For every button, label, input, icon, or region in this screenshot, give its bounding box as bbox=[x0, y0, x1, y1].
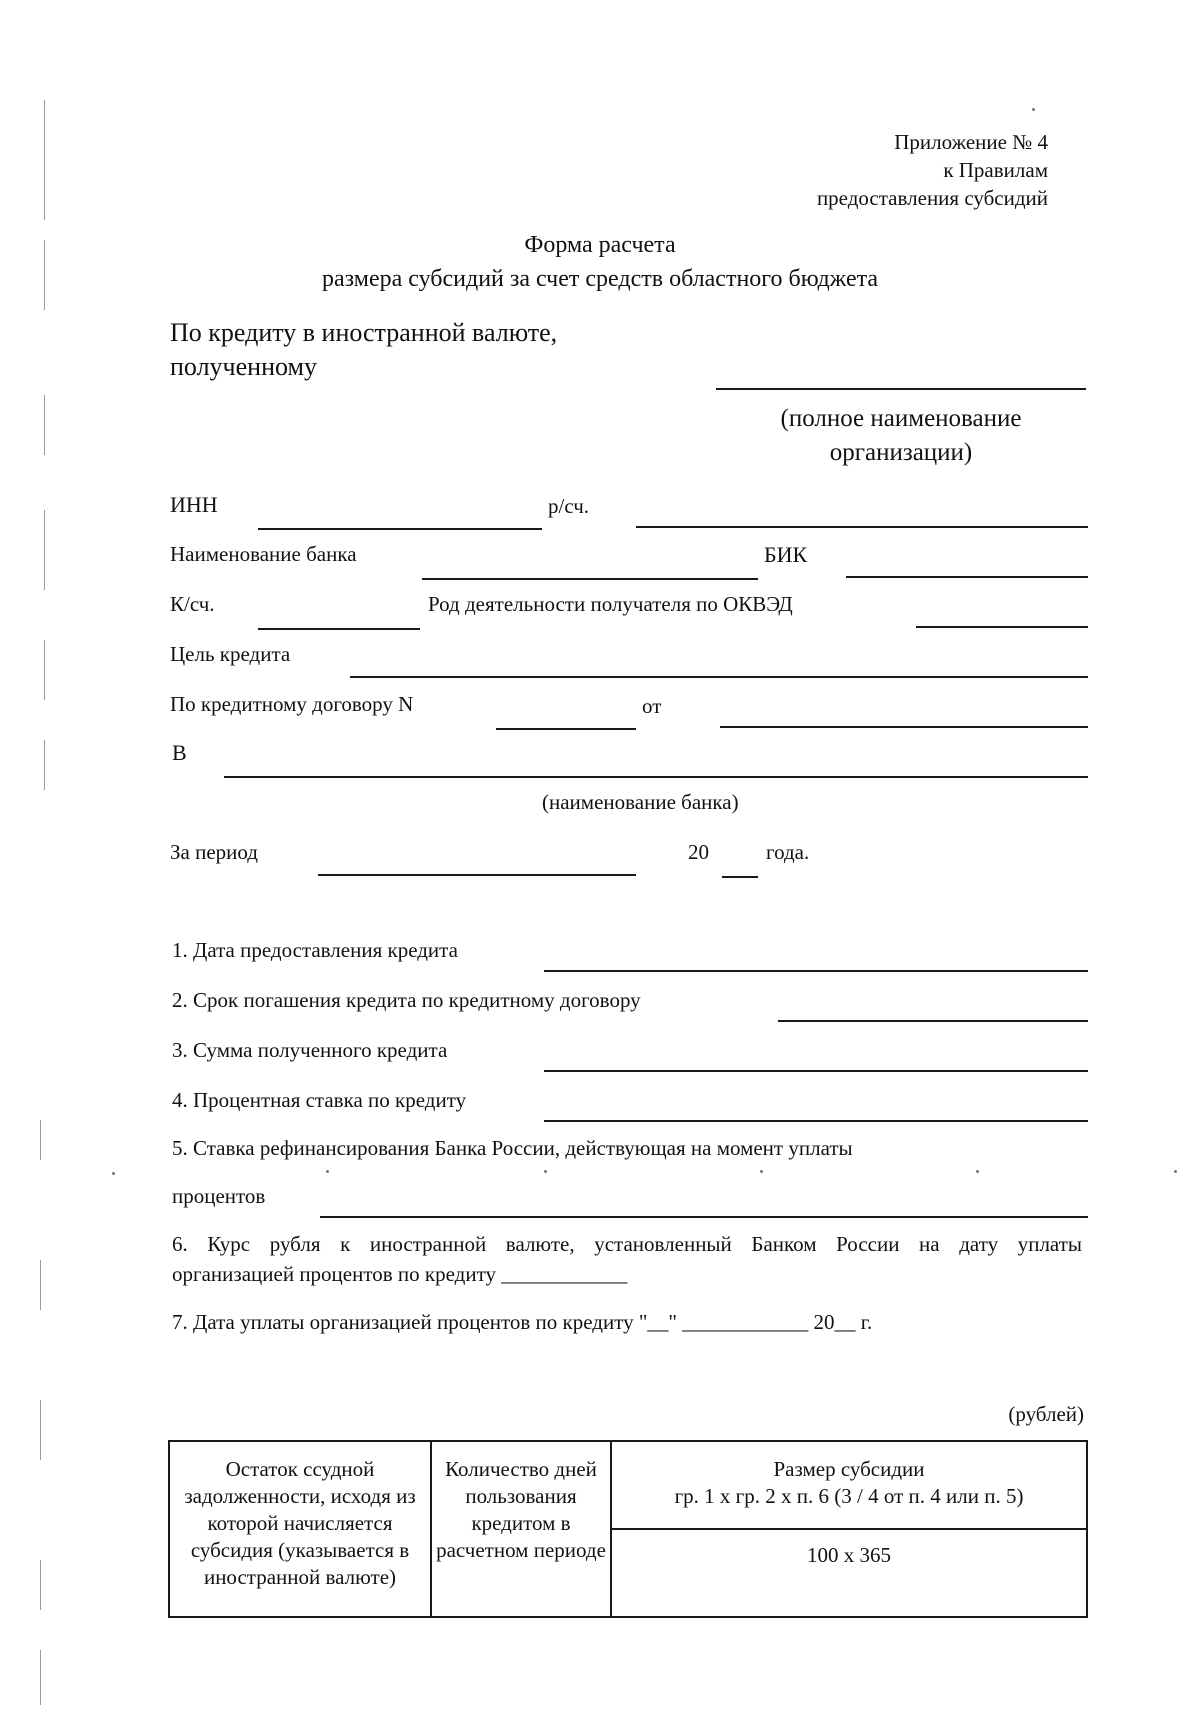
organization-name-field[interactable] bbox=[716, 388, 1086, 390]
period-field[interactable] bbox=[318, 874, 636, 876]
scan-artifact-mark bbox=[40, 1650, 41, 1705]
scan-artifact-mark bbox=[40, 1260, 41, 1310]
credit-amount-field[interactable] bbox=[544, 1070, 1088, 1072]
col3-header bbox=[611, 1441, 1087, 1529]
bank-note: (наименование банка) bbox=[542, 790, 739, 814]
scan-artifact-dot bbox=[1174, 1170, 1177, 1173]
subsidy-calculation-table bbox=[168, 1440, 1088, 1618]
in-bank-label: В bbox=[172, 740, 187, 765]
item-credit-amount: 3. Сумма полученного кредита bbox=[172, 1038, 448, 1062]
appendix-reference bbox=[817, 128, 1048, 212]
form-title: Форма расчета bbox=[524, 232, 676, 258]
account-field[interactable] bbox=[636, 526, 1088, 528]
col2-header: Количество дней пользования кредитом в расчетном периоде bbox=[431, 1441, 611, 1617]
year-prefix: 20 bbox=[688, 840, 709, 864]
contract-number-field[interactable] bbox=[496, 728, 636, 730]
organization-note: (полное наименование bbox=[780, 405, 1022, 432]
item-repayment-term: 2. Срок погашения кредита по кредитному договору bbox=[172, 988, 641, 1012]
col3-header-title: Размер субсидии bbox=[773, 1457, 925, 1481]
bank-field[interactable] bbox=[224, 776, 1088, 778]
inn-label: ИНН bbox=[170, 492, 218, 517]
credit-date-field[interactable] bbox=[544, 970, 1088, 972]
period-label: За период bbox=[170, 840, 258, 864]
contract-label: По кредитному договору N bbox=[170, 692, 414, 716]
appendix-line: к Правилам bbox=[943, 158, 1048, 182]
contract-date-label: от bbox=[642, 694, 662, 718]
col1-header: Остаток ссудной задолженности, исходя из которой начисляется субсидия (указывается в иностранной валюте) bbox=[169, 1441, 431, 1617]
bank-name-label: Наименование банка bbox=[170, 542, 357, 566]
interest-rate-field[interactable] bbox=[544, 1120, 1088, 1122]
contract-date-field[interactable] bbox=[720, 726, 1088, 728]
currency-unit: (рублей) bbox=[1008, 1402, 1084, 1426]
bik-field[interactable] bbox=[846, 576, 1088, 578]
appendix-line: Приложение № 4 bbox=[894, 130, 1048, 154]
year-suffix: года. bbox=[766, 840, 810, 864]
item-exchange-rate: 6. Курс рубля к иностранной валюте, установленный Банком России на дату уплаты bbox=[172, 1232, 1082, 1256]
intro-line: полученному bbox=[170, 352, 317, 381]
col3-denominator: 100 x 365 bbox=[611, 1529, 1087, 1617]
scan-artifact-mark bbox=[44, 740, 45, 790]
appendix-line: предоставления субсидий bbox=[816, 186, 1048, 210]
scan-artifact-dot bbox=[326, 1170, 329, 1173]
form-subtitle: размера субсидий за счет средств областного бюджета bbox=[321, 266, 879, 292]
okved-label: Род деятельности получателя по ОКВЭД bbox=[428, 592, 793, 616]
item-interest-rate: 4. Процентная ставка по кредиту bbox=[172, 1088, 467, 1112]
scan-artifact-mark bbox=[40, 1120, 41, 1160]
credit-purpose-field[interactable] bbox=[350, 676, 1088, 678]
credit-purpose-label: Цель кредита bbox=[170, 642, 291, 666]
corr-account-label: К/сч. bbox=[170, 592, 215, 616]
scan-artifact-mark bbox=[44, 100, 45, 220]
scan-artifact-dot bbox=[544, 1170, 547, 1173]
scan-artifact-dot bbox=[1032, 108, 1035, 111]
okved-field[interactable] bbox=[916, 626, 1088, 628]
item-payment-date: 7. Дата уплаты организацией процентов по кредиту "__" ____________ 20__ г. bbox=[172, 1310, 873, 1334]
scan-artifact-mark bbox=[40, 1400, 41, 1460]
corr-account-field[interactable] bbox=[258, 628, 420, 630]
scan-artifact-mark bbox=[44, 510, 45, 590]
item-refinancing-rate-cont: процентов bbox=[172, 1184, 266, 1208]
scan-artifact-mark bbox=[44, 395, 45, 455]
col3-header-formula: гр. 1 x гр. 2 x п. 6 (3 / 4 от п. 4 или п. 5) bbox=[674, 1484, 1024, 1508]
year-field[interactable] bbox=[722, 876, 758, 878]
refinancing-rate-field[interactable] bbox=[320, 1216, 1088, 1218]
scan-artifact-dot bbox=[976, 1170, 979, 1173]
scan-artifact-mark bbox=[44, 640, 45, 700]
scan-artifact-dot bbox=[112, 1172, 115, 1175]
item-credit-date: 1. Дата предоставления кредита bbox=[172, 938, 458, 962]
inn-field[interactable] bbox=[258, 528, 542, 530]
account-label: р/сч. bbox=[548, 494, 590, 518]
item-refinancing-rate: 5. Ставка рефинансирования Банка России, действующая на момент уплаты bbox=[172, 1136, 853, 1160]
organization-note: организации) bbox=[829, 439, 973, 466]
scan-artifact-mark bbox=[40, 1560, 41, 1610]
item-exchange-rate-cont: организацией процентов по кредиту ____________ bbox=[172, 1262, 628, 1286]
repayment-term-field[interactable] bbox=[778, 1020, 1088, 1022]
bank-name-field[interactable] bbox=[422, 578, 758, 580]
intro-line: По кредиту в иностранной валюте, bbox=[170, 318, 558, 347]
scan-artifact-dot bbox=[760, 1170, 763, 1173]
bik-label: БИК bbox=[764, 542, 808, 567]
